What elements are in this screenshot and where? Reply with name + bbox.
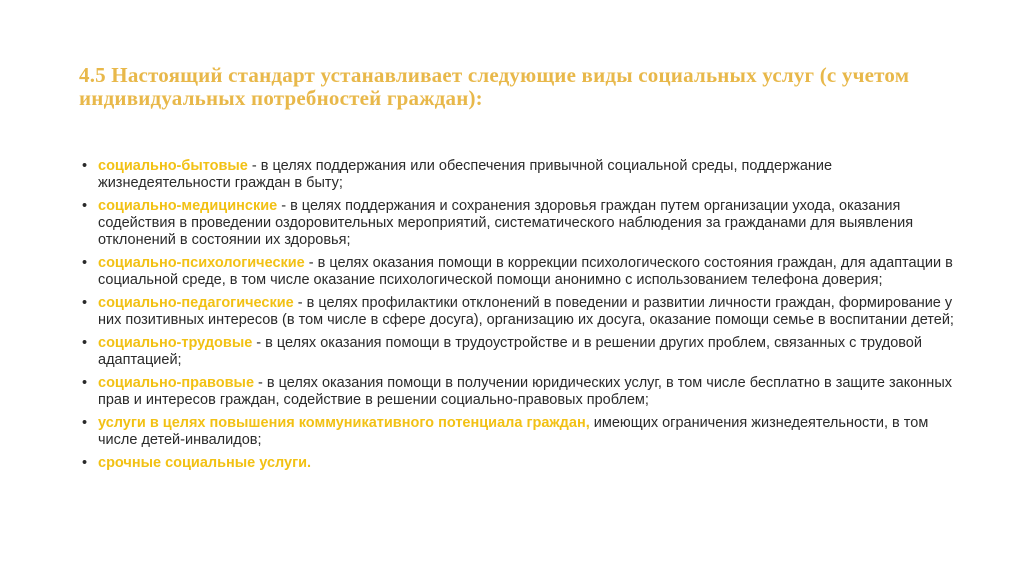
service-description: - в целях оказания помощи в получении юридических услуг, в том числе бесплатно в защите законных прав и интересов граждан, содействие в решении социально-правовых проблем; [98,375,952,408]
service-keyword: социально-педагогические [98,295,294,311]
slide-title: 4.5 Настоящий стандарт устанавливает следующие виды социальных услуг (с учетом индивидуальных потребностей граждан): [79,63,910,110]
service-keyword: срочные социальные услуги. [98,455,312,471]
bullet-icon: • [82,158,88,174]
service-description: - в целях поддержания и сохранения здоровья граждан путем организации ухода, оказания содействия в проведении оздоровительных мероприятий, систематического наблюдения за гражданами для выявления отклонений в состоянии их здоровья; [98,198,914,248]
service-description: имеющих ограничения жизнедеятельности, в том числе детей-инвалидов; [98,415,929,448]
services-list [80,158,960,478]
bullet-icon: • [82,455,88,471]
list-item [80,455,960,472]
bullet-icon: • [82,198,88,214]
service-description: - в целях оказания помощи в коррекции психологического состояния граждан, для адаптации в социальной среде, в том числе оказание психологической помощи анонимно с использованием телефона доверия; [98,255,953,288]
bullet-icon: • [82,375,88,391]
service-keyword: социально-медицинские [98,198,278,214]
list-item [80,158,960,192]
list-item [80,255,960,289]
service-keyword: социально-трудовые [98,335,253,351]
service-description: - в целях профилактики отклонений в поведении и развитии личности граждан, формирование у них позитивных интересов (в том числе в сфере досуга), организацию их досуга, оказание помощи семье в воспитании детей; [98,295,954,328]
list-item [80,415,960,449]
list-item [80,335,960,369]
service-keyword: социально-правовые [98,375,255,391]
bullet-icon: • [82,255,88,271]
service-keyword: услуги в целях повышения коммуникативного потенциала граждан, [98,415,590,431]
service-description: - в целях поддержания или обеспечения привычной социальной среды, поддержание жизнедеятельности граждан в быту; [98,158,833,191]
bullet-icon: • [82,335,88,351]
list-item [80,295,960,329]
service-keyword: социально-бытовые [98,158,248,174]
list-item [80,375,960,409]
bullet-icon: • [82,295,88,311]
bullet-icon: • [82,415,88,431]
service-description: - в целях оказания помощи в трудоустройстве и в решении других проблем, связанных с трудовой адаптацией; [98,335,922,368]
list-item [80,198,960,249]
service-keyword: социально-психологические [98,255,305,271]
